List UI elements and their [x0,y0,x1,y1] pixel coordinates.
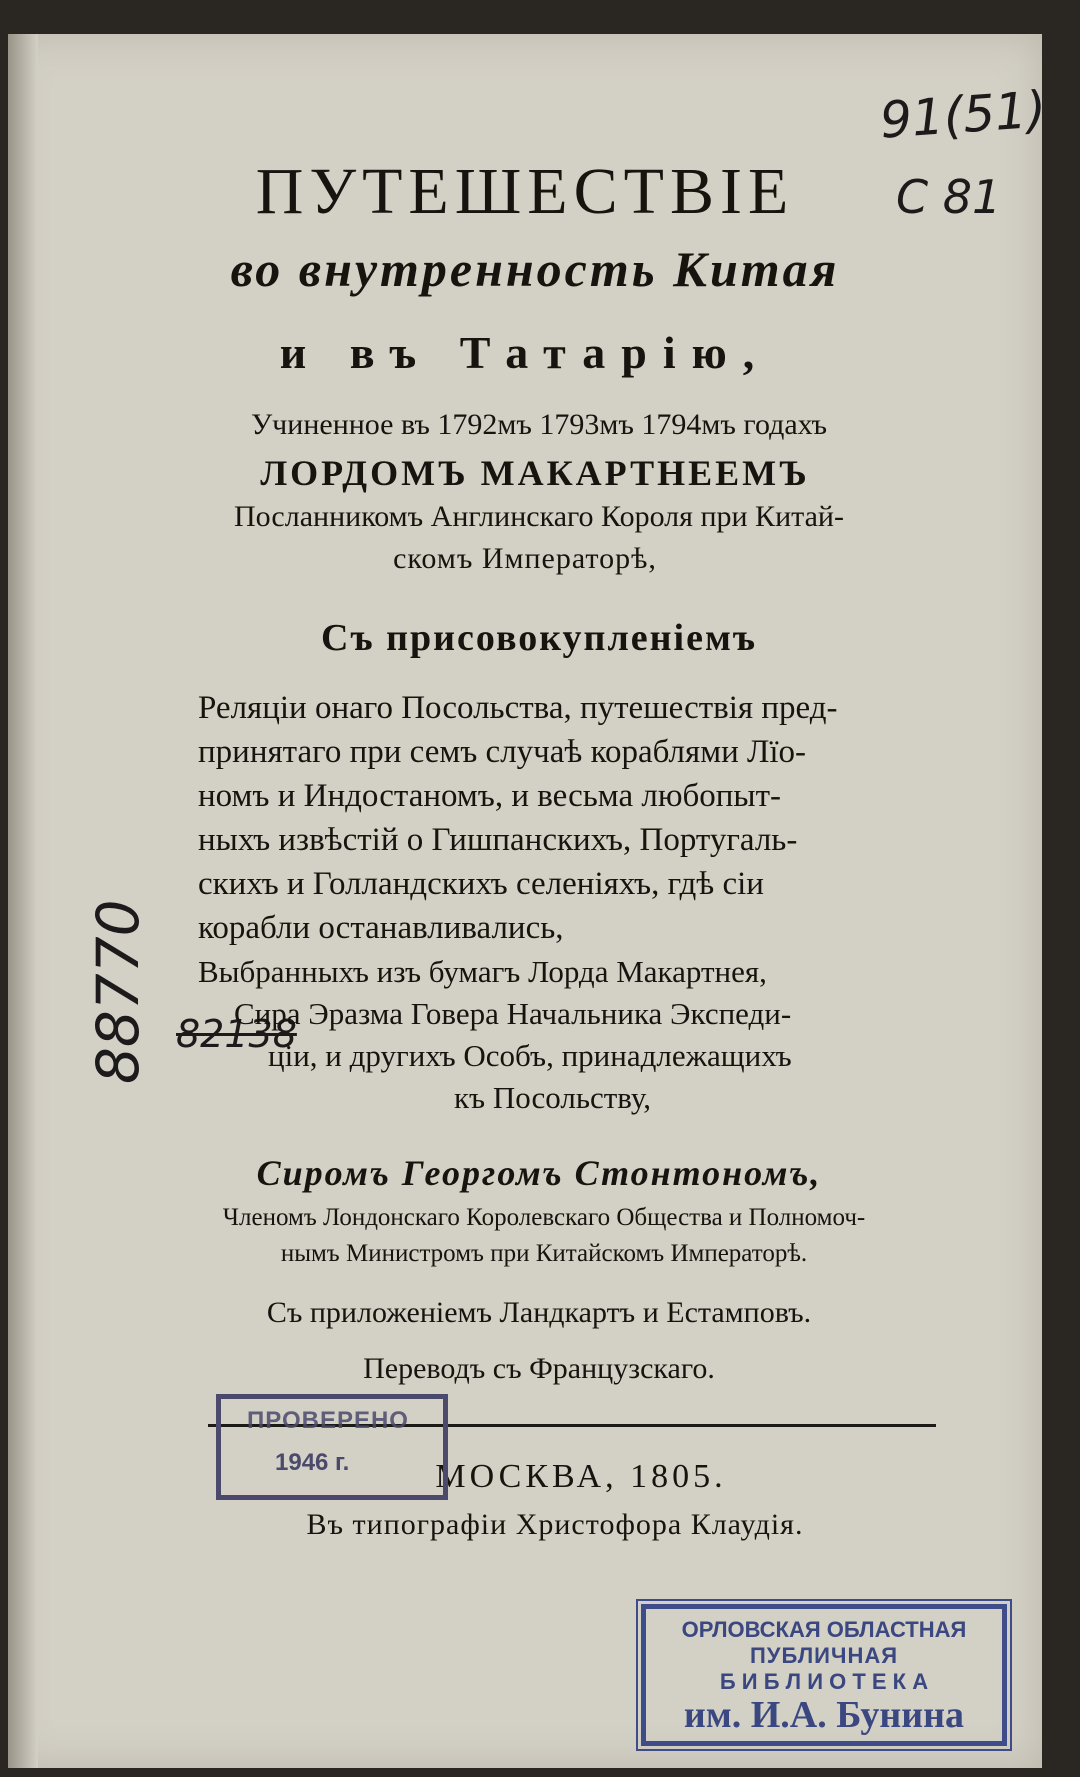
supplement-line: скихъ и Голландскихъ селеніяхъ, гдѣ сіи [198,866,764,902]
verified-stamp-text: ПРОВЕРЕНО [247,1407,409,1434]
struck-inventory-number: 82138 [176,1012,297,1056]
supplement-line: ціи, и другихъ Особъ, принадлежащихъ [268,1038,792,1073]
title-subtitle: во внутренность Китая [230,241,840,297]
verified-stamp [216,1394,448,1500]
appendix-line: Съ приложеніемъ Ландкартъ и Естамповъ. [266,1296,812,1329]
supplement-line: Реляціи онаго Посольства, путешествія пред- [198,690,838,726]
supplement-line: къ Посольству, [454,1080,651,1115]
title-line-tartary: и въ Татарію, [279,327,771,378]
handwritten-shelf-number: С 81 [896,170,1002,224]
supplement-line: корабли останавливались, [198,910,564,946]
title-lord-macartney: ЛОРДОМЪ МАКАРТНЕЕМЪ [260,453,810,493]
library-stamp-line-2: ПУБЛИЧНАЯ [749,1643,899,1668]
author-name: Сиромъ Георгомъ Стонтономъ, [256,1153,822,1193]
title-years-line: Учиненное въ 1792мъ 1793мъ 1794мъ годахъ [250,408,828,441]
handwritten-shelf-mark: 91(51) [878,80,1049,150]
library-stamp-line-4: им. И.А. Бунина [683,1694,965,1736]
translation-line: Переводъ съ Французскаго. [363,1352,715,1385]
library-stamp-line-1: ОРЛОВСКАЯ ОБЛАСТНАЯ [681,1617,967,1642]
library-stamp [641,1604,1007,1746]
library-stamp-line-3: Б И Б Л И О Т Е К А [719,1669,929,1694]
supplement-line: Сира Эразма Говера Начальника Экспеди- [234,996,792,1031]
title-envoy-line-2: скомъ Императорѣ, [393,542,657,575]
supplement-line: ныхъ извѣстій о Гишпанскихъ, Португаль- [198,822,798,858]
book-page [8,34,1049,1768]
title-main: ПУТЕШЕСТВІЕ [255,155,795,228]
author-title-line-2: нымъ Министромъ при Китайскомъ Императорѣ. [280,1240,808,1267]
supplement-line: Выбранныхъ изъ бумагъ Лорда Макартнея, [198,954,767,989]
author-title-line: Членомъ Лондонскаго Королевскаго Общества и Полномоч- [222,1204,866,1231]
verified-stamp-year: 1946 г. [275,1449,350,1476]
title-envoy-line: Посланникомъ Англинскаго Короля при Китай- [234,500,844,533]
handwritten-inventory-number: 88770 [84,899,152,1084]
imprint-city: МОСКВА, 1805. [435,1458,727,1495]
imprint-printer: Въ типографіи Христофора Клаудія. [306,1508,804,1541]
supplement-line: принятаго при семъ случаѣ кораблями Лїо- [198,734,807,770]
supplement-heading: Съ присовокупленіемъ [321,617,757,659]
supplement-line: номъ и Индостаномъ, и весьма любопыт- [198,778,782,814]
